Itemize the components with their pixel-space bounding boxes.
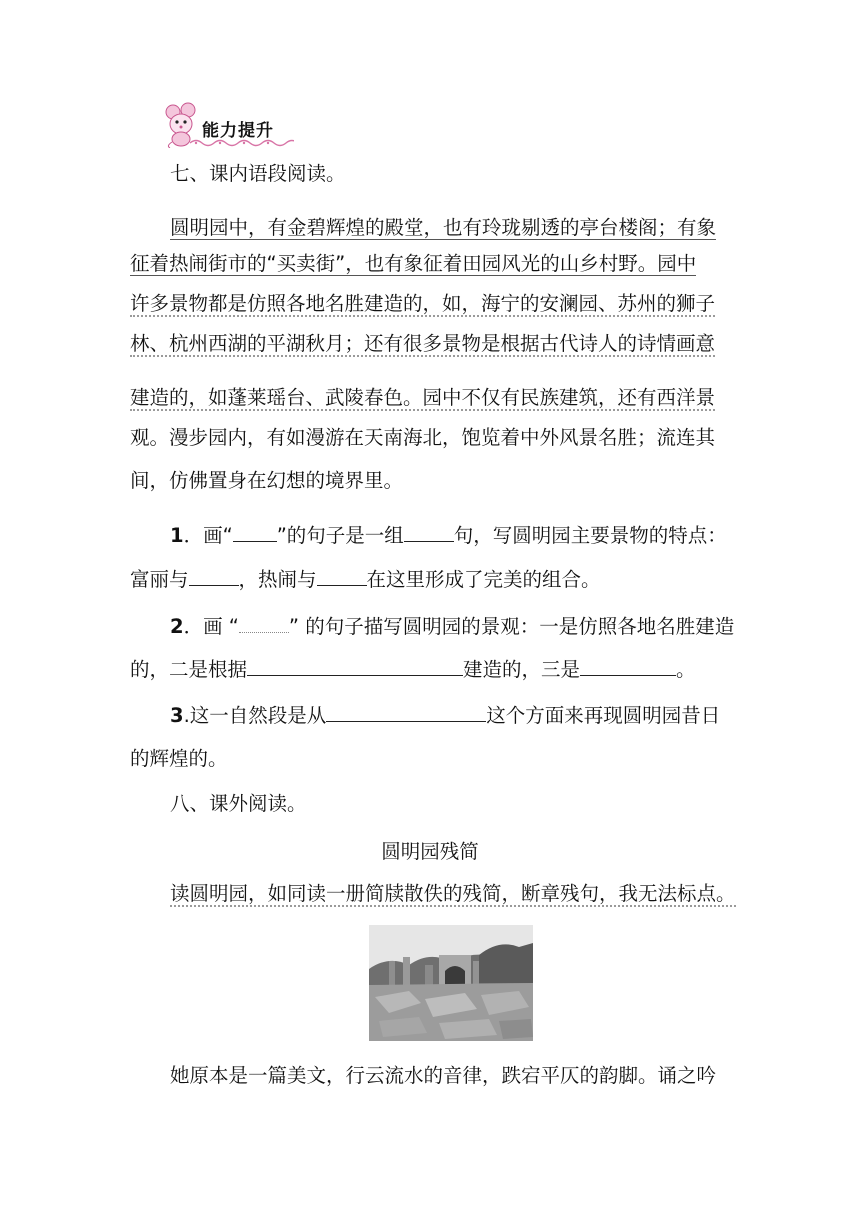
answer-blank[interactable] — [189, 561, 239, 586]
line-mark-blank — [233, 517, 277, 542]
question-text: ．画“ — [183, 524, 233, 547]
passage-line — [130, 380, 735, 416]
question-text: 的辉煌的。 — [130, 747, 228, 770]
question-1-cont — [130, 561, 735, 597]
question-text: 富丽与 — [130, 568, 189, 591]
question-text: 句，写圆明园主要景物的特点： — [453, 524, 727, 547]
article-line — [170, 1058, 735, 1094]
question-text: 。 — [676, 658, 696, 681]
answer-blank[interactable] — [317, 561, 367, 586]
question-number: 3 — [170, 704, 184, 727]
question-text: 在这里形成了完美的组合。 — [366, 568, 601, 591]
dotted-sentence: 林、杭州西湖的平湖秋月；还有很多景物是根据古代诗人的诗情画意 — [130, 332, 716, 355]
section-8-heading: 八、课外阅读。 — [170, 792, 307, 815]
ruins-photo — [369, 925, 533, 1041]
section-7-heading: 七、课内语段阅读。 — [170, 162, 346, 185]
badge-label: 能力提升 — [202, 121, 274, 141]
dotted-sentence: 许多景物都是仿照各地名胜建造的，如，海宁的安澜园、苏州的狮子 — [130, 292, 716, 315]
passage-line — [130, 420, 735, 456]
ability-badge — [162, 102, 292, 148]
answer-blank[interactable] — [580, 651, 676, 676]
answer-blank[interactable] — [247, 651, 463, 676]
article-text: 她原本是一篇美文，行云流水的音律，跌宕平仄的韵脚。诵之吟 — [170, 1064, 717, 1087]
question-text: ，热闹与 — [238, 568, 317, 591]
question-text: 这个方面来再现圆明园昔日 — [486, 704, 721, 727]
passage-text: 观。漫步园内，有如漫游在天南海北，饱览着中外风景名胜；流连其 — [130, 426, 716, 449]
question-text: 的，二是根据 — [130, 658, 248, 681]
article-line — [170, 876, 735, 912]
underlined-sentence: 征着热闹街市的“买卖街”，也有象征着田园风光的山乡村野。园中 — [130, 252, 697, 275]
question-number: 1 — [170, 524, 184, 547]
question-2-cont — [130, 651, 735, 687]
answer-blank[interactable] — [326, 697, 486, 722]
article-title: 圆明园残简 — [381, 840, 479, 863]
question-text: ”的句子是一组 — [276, 524, 404, 547]
question-text: ” 的句子描写圆明园的景观：一是仿照各地名胜建造 — [288, 615, 735, 638]
answer-blank[interactable] — [404, 517, 454, 542]
passage-text: 间，仿佛置身在幻想的境界里。 — [130, 469, 404, 492]
dotted-sentence: 读圆明园，如同读一册简牍散佚的残简，断章残句，我无法标点。 — [170, 882, 736, 905]
dotted-mark-blank — [239, 606, 289, 633]
question-text: 建造的，三是 — [463, 658, 581, 681]
dotted-sentence: 建造的，如蓬莱瑶台、武陵春色。园中不仅有民族建筑，还有西洋景 — [130, 386, 716, 409]
question-1 — [170, 517, 735, 553]
passage-line — [130, 246, 735, 282]
question-3 — [170, 697, 735, 733]
underlined-sentence: 圆明园中，有金碧辉煌的殿堂，也有玲珑剔透的亭台楼阁；有象 — [170, 216, 717, 239]
question-3-cont — [130, 741, 735, 777]
question-number: 2 — [170, 615, 184, 638]
passage-line — [130, 286, 735, 322]
question-2 — [170, 606, 735, 642]
passage-line — [170, 210, 735, 246]
passage-line — [130, 463, 735, 499]
question-text: .这一自然段是从 — [183, 704, 327, 727]
question-text: ．画 “ — [183, 615, 239, 638]
wave-decoration-icon — [190, 138, 294, 148]
passage-line — [130, 326, 735, 362]
